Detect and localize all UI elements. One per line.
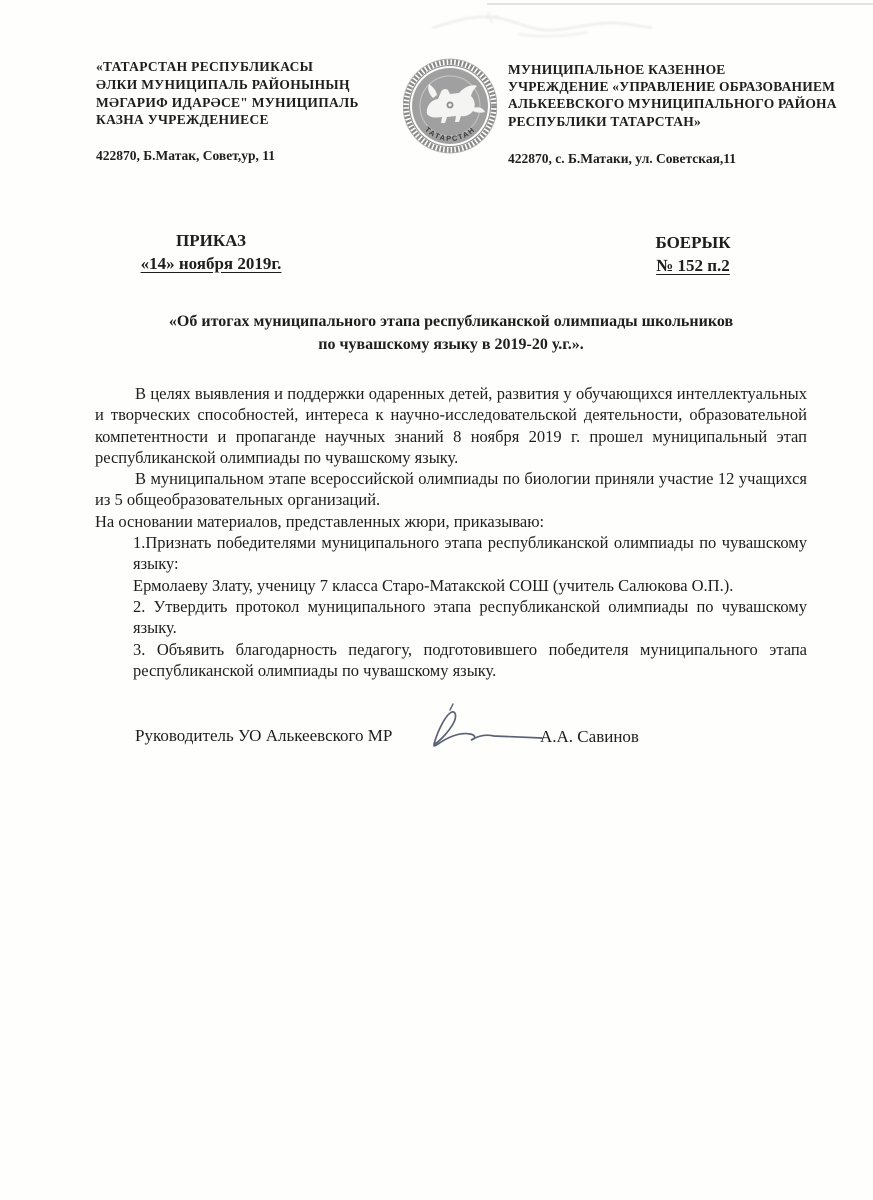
body-paragraph-3: На основании материалов, представленных жюри, приказываю: bbox=[95, 511, 545, 531]
letterhead-org-russian bbox=[508, 61, 848, 130]
org-russian-line: РЕСПУБЛИКИ ТАТАРСТАН» bbox=[508, 113, 701, 129]
order-subject-line2: по чувашскому языку в 2019-20 у.г.». bbox=[318, 335, 584, 353]
body-paragraph-2: В муниципальном этапе всероссийской олимпиады по биологии приняли участие 12 учащихся из 5 общеобразовательных организаций. bbox=[95, 469, 807, 510]
order-body bbox=[95, 383, 807, 681]
order-number: № 152 п.2 bbox=[656, 256, 730, 275]
order-title: ПРИКАЗ bbox=[176, 231, 246, 250]
tatarstan-coat-of-arms-icon bbox=[403, 56, 497, 156]
org-russian-line: УЧРЕЖДЕНИЕ «УПРАВЛЕНИЕ ОБРАЗОВАНИЕМ bbox=[508, 79, 836, 95]
order-subject-line1: «Об итогах муниципального этапа республиканской олимпиады школьников bbox=[168, 313, 734, 330]
order-caption-tatar bbox=[608, 231, 778, 277]
order-item-2: 2. Утвердить протокол муниципального этапа республиканской олимпиады по чувашскому языку. bbox=[133, 596, 807, 638]
order-item-1: 1.Признать победителями муниципального этапа республиканской олимпиады по чувашскому языку: bbox=[133, 533, 807, 574]
address-russian: 422870, с. Б.Матаки, ул. Советская,11 bbox=[508, 151, 737, 166]
org-tatar-line: ӘЛКИ МУНИЦИПАЛЬ РАЙОНЫНЫҢ bbox=[96, 76, 350, 92]
emblem-caption: ТАТАРСТАН bbox=[423, 124, 477, 144]
org-tatar-line: КАЗНА УЧРЕЖДЕНИЕСЕ bbox=[96, 112, 269, 128]
org-tatar-line: «ТАТАРСТАН РЕСПУБЛИКАСЫ bbox=[96, 59, 314, 74]
order-caption-russian bbox=[126, 229, 296, 275]
order-subject bbox=[95, 311, 807, 356]
scan-edge-line bbox=[487, 3, 873, 5]
body-paragraph-1: В целях выявления и поддержки одаренных детей, развития у обучающихся интеллектуальных и творческих способностей, интереса к научно-исследовательской деятельности, образовательной компетентности и пропаганде научных знаний 8 ноября 2019 г. прошел муниципальный этап республиканской олимпиады по чувашскому языку. bbox=[95, 384, 807, 467]
org-tatar-line: МӘГАРИФ ИДАРӘСЕ" МУНИЦИПАЛЬ bbox=[96, 94, 359, 110]
order-item-3: 3. Объявить благодарность педагогу, подготовившего победителя муниципального этапа республиканской олимпиады по чувашскому языку. bbox=[133, 639, 807, 680]
org-russian-line: МУНИЦИПАЛЬНОЕ КАЗЕННОЕ bbox=[508, 62, 726, 77]
signer-position: Руководитель УО Алькеевского МР bbox=[135, 726, 393, 745]
scan-smudge bbox=[428, 6, 658, 40]
order-date: «14» ноября 2019г. bbox=[140, 254, 282, 273]
order-items bbox=[133, 532, 807, 681]
org-russian-line: АЛЬКЕЕВСКОГО МУНИЦИПАЛЬНОГО РАЙОНА bbox=[508, 96, 837, 112]
address-tatar: 422870, Б.Матак, Совет,ур, 11 bbox=[96, 148, 275, 163]
handwritten-signature bbox=[420, 700, 550, 758]
order-item-1-detail: Ермолаеву Злату, ученицу 7 класса Старо-Матакской СОШ (учитель Салюкова О.П.). bbox=[133, 575, 734, 595]
letterhead-org-tatar bbox=[96, 58, 386, 129]
order-title-tatar: БОЕРЫК bbox=[655, 233, 731, 252]
signer-name: А.А. Савинов bbox=[540, 727, 639, 746]
